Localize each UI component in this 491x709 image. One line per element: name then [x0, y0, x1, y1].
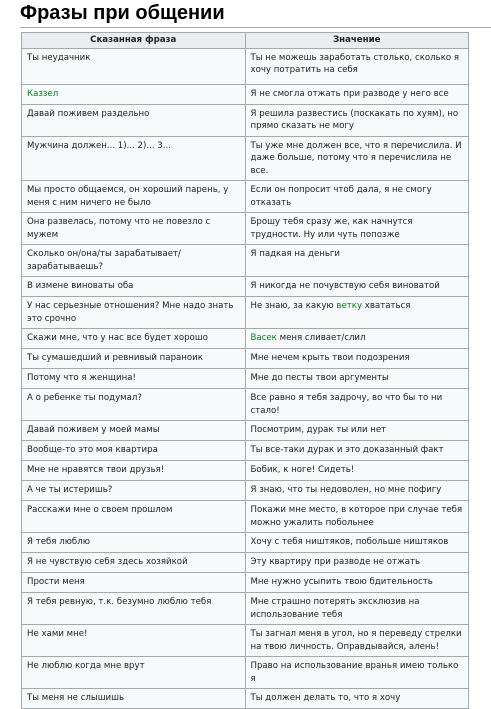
meaning-text: хвататься: [362, 301, 411, 311]
table-row: [22, 441, 469, 461]
meaning-cell: [245, 329, 469, 349]
meaning-cell: [245, 349, 469, 369]
phrase-text: А о ребенке ты подумал?: [27, 393, 142, 403]
phrase-text: Мужчина должен... 1)... 2)... 3...: [27, 140, 171, 151]
table-row: [22, 573, 469, 593]
title-divider: [20, 27, 491, 28]
phrase-link[interactable]: Каззел: [27, 88, 59, 99]
phrase-text: Давай поживем раздельно: [27, 108, 150, 119]
meaning-cell: [245, 421, 469, 441]
phrase-text: Вообще-то это моя квартира: [27, 445, 158, 455]
phrase-cell: [22, 533, 246, 553]
phrase-cell: [22, 369, 246, 389]
table-row: [22, 329, 469, 349]
page-title: Фразы при общении: [20, 2, 225, 24]
phrase-text: Скажи мне, что у нас все будет хорошо: [27, 333, 208, 343]
meaning-text: Ты должен делать то, что я хочу: [250, 693, 401, 703]
meaning-text: Я никогда не почувствую себя виноватой: [250, 281, 440, 291]
meaning-cell: [245, 657, 469, 689]
phrase-cell: [22, 481, 246, 501]
meaning-cell: [245, 593, 469, 625]
phrase-text: Я тебя люблю: [27, 537, 90, 547]
phrase-text: В измене виноваты оба: [27, 281, 134, 291]
phrase-cell: [22, 136, 246, 181]
phrase-text: Сколько он/она/ты зарабатывает/зарабатываешь?: [27, 249, 181, 272]
phrase-text: Не хами мне!: [27, 629, 88, 639]
phrase-text: Потому что я женщина!: [27, 373, 136, 383]
meaning-text: Посмотрим, дурак ты или нет: [250, 425, 387, 435]
table-row: [22, 389, 469, 421]
phrase-cell: [22, 84, 246, 104]
phrase-cell: [22, 593, 246, 625]
phrase-cell: [22, 277, 246, 297]
phrases-table: [21, 32, 469, 709]
meaning-cell: [245, 136, 469, 181]
phrase-cell: [22, 421, 246, 441]
meaning-text: Мне нечем крыть твои подозрения: [250, 353, 410, 363]
phrase-cell: [22, 625, 246, 657]
phrase-text: Ты меня не слышишь: [27, 693, 125, 703]
phrase-cell: [22, 213, 246, 245]
meaning-cell: [245, 501, 469, 533]
phrase-text: Она развелась, потому что не повезло с мужем: [27, 217, 211, 240]
meaning-cell: [245, 441, 469, 461]
phrase-text: Расскажи мне о своем прошлом: [27, 505, 173, 515]
table-row: [22, 245, 469, 277]
table-row: [22, 501, 469, 533]
phrase-cell: [22, 657, 246, 689]
meaning-cell: [245, 245, 469, 277]
meaning-cell: [245, 573, 469, 593]
phrase-cell: [22, 689, 246, 709]
meaning-cell: [245, 625, 469, 657]
meaning-text: Ты не можешь заработать столько, сколько я хочу потратить на себя: [250, 52, 460, 75]
table-row: [22, 213, 469, 245]
phrase-text: Давай поживем у моей мамы: [27, 425, 160, 435]
meaning-text: Ты уже мне должен все, что я перечислила. И даже больше, потому что я перечислила не все.: [250, 140, 462, 176]
meaning-text: Мне до песты твои аргументы: [250, 373, 389, 383]
phrase-cell: [22, 245, 246, 277]
phrase-text: Мы просто общаемся, он хороший парень, у меня с ним ничего не было: [27, 185, 229, 208]
meaning-text: Если он попросит чтоб дала, я не смогу отказать: [250, 185, 432, 208]
column-header-said: Сказанная фраза: [22, 33, 246, 49]
table-row: [22, 593, 469, 625]
table-row: [22, 136, 469, 181]
meaning-text: Мне нужно усыпить твою бдительность: [250, 577, 433, 587]
meaning-cell: [245, 277, 469, 297]
meaning-text: Ты загнал меня в угол, но я переведу стрелки на твою личность. Оправдывайся, алень!: [250, 629, 462, 652]
meaning-cell: [245, 84, 469, 104]
table-row: [22, 48, 469, 84]
phrase-text: Ты сумашедший и ревнивый параноик: [27, 353, 203, 363]
meaning-cell: [245, 389, 469, 421]
meaning-text: Мне страшно потерять эксклюзив на использование тебя: [250, 597, 420, 620]
table-row: [22, 369, 469, 389]
meaning-cell: [245, 481, 469, 501]
table-row: [22, 349, 469, 369]
phrase-cell: [22, 441, 246, 461]
table-row: [22, 481, 469, 501]
phrase-cell: [22, 349, 246, 369]
meaning-text: меня сливает/слил: [276, 333, 366, 343]
phrase-cell: [22, 329, 246, 349]
meaning-text: Хочу с тебя ништяков, побольше ништяков: [250, 537, 449, 547]
table-row: [22, 104, 469, 136]
meaning-link[interactable]: ветку: [336, 301, 363, 311]
meaning-cell: [245, 689, 469, 709]
meaning-cell: [245, 461, 469, 481]
phrase-text: Я не чувствую себя здесь хозяйкой: [27, 557, 188, 567]
phrase-cell: [22, 461, 246, 481]
phrase-cell: [22, 104, 246, 136]
phrase-text: А че ты истеришь?: [27, 485, 113, 495]
phrase-text: Я тебя ревную, т.к. безумно люблю тебя: [27, 597, 212, 607]
phrase-cell: [22, 553, 246, 573]
meaning-link[interactable]: Васек: [250, 333, 277, 343]
meaning-cell: [245, 48, 469, 84]
phrase-text: Прости меня: [27, 577, 85, 587]
table-row: [22, 297, 469, 329]
table-row: [22, 461, 469, 481]
meaning-text: Брошу тебя сразу же, как начнутся трудности. Ну или чуть попозже: [250, 217, 413, 240]
meaning-cell: [245, 181, 469, 213]
meaning-cell: [245, 553, 469, 573]
phrase-text: У нас серьезные отношения? Мне надо знать это срочно: [27, 301, 234, 324]
meaning-text: Я не смогла отжать при разводе у него все: [250, 88, 449, 99]
table-row: [22, 84, 469, 104]
table-row: [22, 689, 469, 709]
meaning-text: Не знаю, за какую: [250, 301, 337, 311]
meaning-text: Я знаю, что ты недоволен, но мне пофигу: [250, 485, 442, 495]
table-row: [22, 657, 469, 689]
phrase-text: Мне не нравятся твои друзья!: [27, 465, 165, 475]
table-row: [22, 181, 469, 213]
meaning-text: Бобик, к ноге! Сидеть!: [250, 465, 355, 475]
meaning-text: Я падкая на деньги: [250, 249, 341, 259]
table-row: [22, 421, 469, 441]
meaning-cell: [245, 533, 469, 553]
meaning-cell: [245, 104, 469, 136]
meaning-text: Эту квартиру при разводе не отжать: [250, 557, 421, 567]
phrase-cell: [22, 573, 246, 593]
meaning-text: Ты все-таки дурак и это доказанный факт: [250, 445, 444, 455]
table-row: [22, 533, 469, 553]
phrase-cell: [22, 48, 246, 84]
meaning-text: Право на использование вранья имею только я: [250, 661, 459, 684]
table-row: [22, 625, 469, 657]
meaning-cell: [245, 369, 469, 389]
column-header-meaning: Значение: [245, 33, 469, 49]
phrase-cell: [22, 389, 246, 421]
meaning-cell: [245, 297, 469, 329]
table-header-row: [22, 33, 469, 49]
phrase-text: Ты неудачник: [27, 52, 91, 63]
phrase-cell: [22, 181, 246, 213]
table-row: [22, 277, 469, 297]
meaning-text: Покажи мне место, в которое при случае тебя можно ужалить побольнее: [250, 505, 463, 528]
phrase-cell: [22, 501, 246, 533]
meaning-text: Я решила развестись (поскакать по хуям), но прямо сказать не могу: [250, 108, 459, 131]
table-row: [22, 553, 469, 573]
phrase-cell: [22, 297, 246, 329]
phrase-text: Не люблю когда мне врут: [27, 661, 145, 671]
meaning-text: Все равно я тебя задрочу, во что бы то ни стало!: [250, 393, 443, 416]
meaning-cell: [245, 213, 469, 245]
